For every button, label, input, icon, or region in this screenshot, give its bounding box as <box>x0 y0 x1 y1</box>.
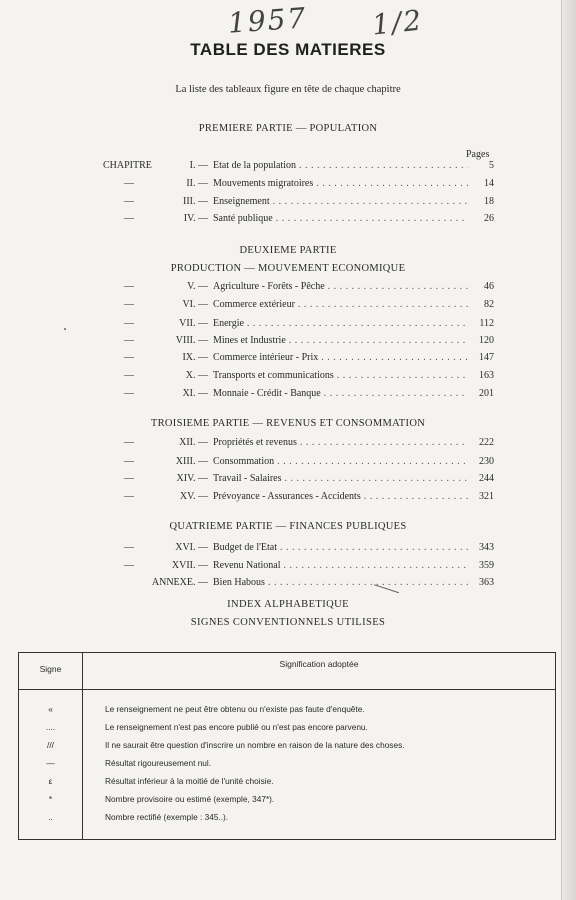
part-heading-2a: DEUXIEME PARTIE <box>239 245 337 256</box>
meaning-cell: Nombre rectifié (exemple : 345..). <box>105 812 229 822</box>
toc-row <box>0 279 576 295</box>
toc-title <box>213 575 468 591</box>
toc-page: 321 <box>479 491 494 502</box>
toc-title-text: Prévoyance - Assurances - Accidents <box>213 491 361 502</box>
toc-number: XII. — <box>179 437 208 448</box>
toc-number: VII. — <box>179 318 208 329</box>
toc-title-text: Travail - Salaires <box>213 473 282 484</box>
toc-prefix: — <box>124 542 134 553</box>
toc-page: 244 <box>479 473 494 484</box>
toc-title-text: Energie <box>213 318 244 329</box>
toc-page: 201 <box>479 388 494 399</box>
toc-title-text: Mouvements migratoires <box>213 178 314 189</box>
meaning-cell: Nombre provisoire ou estimé (exemple, 347*). <box>105 794 275 804</box>
toc-title-text: Santé publique <box>213 213 273 224</box>
toc-row <box>0 575 576 591</box>
index-alphabetique: INDEX ALPHABETIQUE <box>227 599 349 610</box>
toc-title-text: Consommation <box>213 456 275 467</box>
table-row <box>19 700 555 718</box>
toc-prefix: — <box>124 318 134 329</box>
toc-number: ANNEXE. — <box>151 577 208 588</box>
toc-prefix: — <box>124 352 134 363</box>
toc-row <box>0 194 576 210</box>
toc-prefix: — <box>124 213 134 224</box>
toc-number: XI. — <box>182 388 208 399</box>
toc-page: 147 <box>479 352 494 363</box>
toc-title <box>213 176 468 192</box>
part-heading-1: PREMIERE PARTIE — POPULATION <box>198 123 378 134</box>
toc-title-text: Budget de l'Etat <box>213 542 278 553</box>
toc-number: XVI. — <box>175 542 208 553</box>
toc-number: XIV. — <box>176 473 208 484</box>
toc-page: 163 <box>479 370 494 381</box>
toc-row <box>0 297 576 313</box>
table-row <box>19 736 555 754</box>
meaning-cell: Résultat rigoureusement nul. <box>105 758 212 768</box>
toc-number: I. — <box>189 160 208 171</box>
toc-prefix: — <box>124 178 134 189</box>
toc-title <box>213 158 468 174</box>
toc-title <box>213 368 468 384</box>
part-heading-2b: PRODUCTION — MOUVEMENT ECONOMIQUE <box>170 263 406 274</box>
toc-row <box>0 316 576 332</box>
toc-title <box>213 297 468 313</box>
toc-title-text: Mines et Industrie <box>213 335 286 346</box>
toc-title-text: Enseignement <box>213 196 270 207</box>
toc-row <box>0 454 576 470</box>
toc-number: XIII. — <box>175 456 208 467</box>
toc-title <box>213 316 468 332</box>
toc-row <box>0 489 576 505</box>
toc-title <box>213 471 468 487</box>
table-row <box>19 754 555 772</box>
table-row <box>19 772 555 790</box>
sign-cell: * <box>48 794 53 804</box>
toc-title <box>213 386 468 402</box>
pages-column-label: Pages <box>466 149 490 160</box>
toc-title <box>213 454 468 470</box>
paper-speck <box>64 328 66 330</box>
toc-title-text: Agriculture - Forêts - Pêche <box>213 281 325 292</box>
toc-title <box>213 435 468 451</box>
toc-number: X. — <box>185 370 208 381</box>
toc-number: XVII. — <box>171 560 208 571</box>
toc-title <box>213 558 468 574</box>
toc-title <box>213 194 468 210</box>
toc-row <box>0 350 576 366</box>
sign-cell: « <box>48 704 53 714</box>
sign-cell: ε <box>48 776 53 786</box>
handwritten-annotation <box>0 1 576 44</box>
toc-title-text: Propriétés et revenus <box>213 437 297 448</box>
toc-row <box>0 176 576 192</box>
part-heading-3: TROISIEME PARTIE — REVENUS ET CONSOMMATION <box>150 418 426 429</box>
toc-number: VI. — <box>182 299 208 310</box>
signes-conventionnels: SIGNES CONVENTIONNELS UTILISES <box>190 617 386 628</box>
toc-prefix: CHAPITRE <box>103 160 152 171</box>
toc-prefix: — <box>124 196 134 207</box>
toc-row <box>0 386 576 402</box>
toc-prefix: — <box>124 299 134 310</box>
toc-prefix: — <box>124 491 134 502</box>
toc-prefix: — <box>124 281 134 292</box>
toc-title <box>213 211 468 227</box>
table-row <box>19 808 555 826</box>
toc-prefix: — <box>124 456 134 467</box>
part-heading-4: QUATRIEME PARTIE — FINANCES PUBLIQUES <box>169 521 407 532</box>
toc-title <box>213 279 468 295</box>
toc-page: 26 <box>484 213 494 224</box>
toc-prefix: — <box>124 335 134 346</box>
toc-page: 5 <box>489 160 494 171</box>
header-sign: Signe <box>39 664 62 674</box>
toc-number: II. — <box>186 178 208 189</box>
toc-title-text: Bien Habous <box>213 577 265 588</box>
toc-title <box>213 350 468 366</box>
table-row <box>19 718 555 736</box>
toc-page: 363 <box>479 577 494 588</box>
toc-prefix: — <box>124 370 134 381</box>
toc-row <box>0 368 576 384</box>
toc-page: 230 <box>479 456 494 467</box>
toc-title-text: Etat de la population <box>213 160 297 171</box>
toc-prefix: — <box>124 388 134 399</box>
toc-title-text: Transports et communications <box>213 370 334 381</box>
sign-cell: /// <box>47 740 54 750</box>
toc-prefix: — <box>124 437 134 448</box>
table-header <box>19 653 555 690</box>
meaning-cell: Résultat inférieur à la moitié de l'unité choisie. <box>105 776 274 786</box>
toc-title-text: Revenu National <box>213 560 281 571</box>
sign-cell: — <box>46 758 55 768</box>
subtitle: La liste des tableaux figure en tête de chaque chapitre <box>175 84 401 95</box>
toc-page: 120 <box>479 335 494 346</box>
sign-cell: .. <box>48 812 53 822</box>
toc-title <box>213 333 468 349</box>
toc-page: 112 <box>479 318 494 329</box>
meaning-cell: Le renseignement ne peut être obtenu ou n'existe pas faute d'enquête. <box>105 704 365 714</box>
meaning-cell: Il ne saurait être question d'inscrire un nombre en raison de la nature des choses. <box>105 740 405 750</box>
conventional-signs-table <box>18 652 556 840</box>
table-row <box>19 790 555 808</box>
toc-page: 359 <box>479 560 494 571</box>
toc-row <box>0 211 576 227</box>
toc-title <box>213 540 468 556</box>
toc-number: XV. — <box>179 491 208 502</box>
meaning-cell: Le renseignement n'est pas encore publié ou n'est pas encore parvenu. <box>105 722 368 732</box>
toc-page: 14 <box>484 178 494 189</box>
toc-row <box>0 158 576 174</box>
toc-page: 18 <box>484 196 494 207</box>
toc-number: V. — <box>187 281 208 292</box>
toc-row <box>0 471 576 487</box>
toc-row <box>0 540 576 556</box>
toc-number: IV. — <box>183 213 208 224</box>
header-meaning: Signification adoptée <box>279 659 359 669</box>
toc-page: 82 <box>484 299 494 310</box>
toc-row <box>0 435 576 451</box>
toc-title-text: Monnaie - Crédit - Banque <box>213 388 321 399</box>
toc-prefix: — <box>124 473 134 484</box>
toc-row <box>0 333 576 349</box>
toc-row <box>0 558 576 574</box>
toc-number: IX. — <box>182 352 208 363</box>
toc-number: III. — <box>183 196 208 207</box>
toc-page: 343 <box>479 542 494 553</box>
toc-title <box>213 489 468 505</box>
handwritten-fraction: 1/2 <box>370 3 425 42</box>
toc-title-text: Commerce intérieur - Prix <box>213 352 319 363</box>
toc-prefix: — <box>124 560 134 571</box>
toc-number: VIII. — <box>175 335 208 346</box>
handwritten-year: 1957 <box>226 1 309 40</box>
toc-page: 222 <box>479 437 494 448</box>
toc-page: 46 <box>484 281 494 292</box>
page-title: TABLE DES MATIERES <box>190 40 386 59</box>
toc-title-text: Commerce extérieur <box>213 299 295 310</box>
sign-cell: .... <box>45 722 56 732</box>
